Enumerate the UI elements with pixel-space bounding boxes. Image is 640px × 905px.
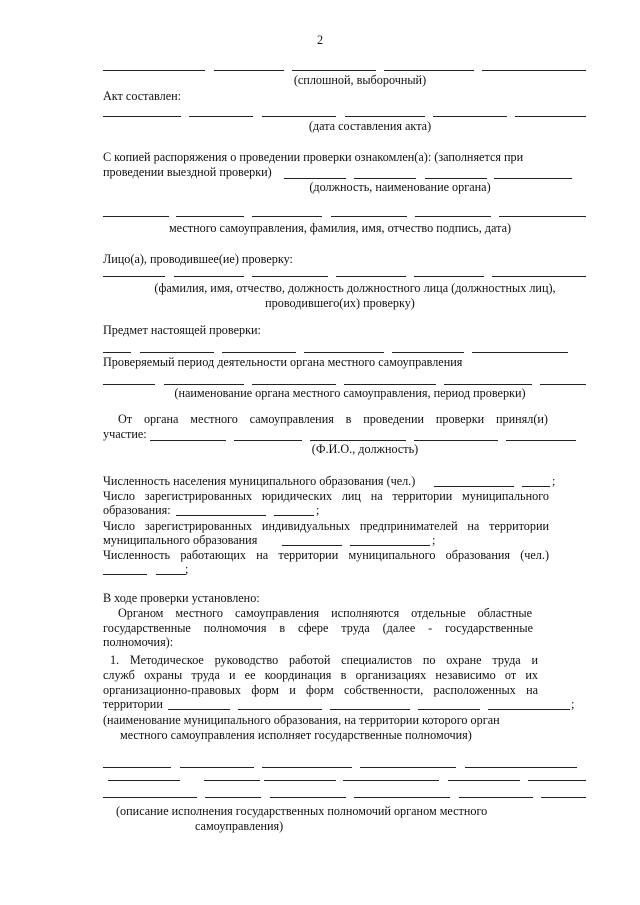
- semicolon: ;: [432, 533, 436, 547]
- workers-line-1: Численность работающих на территории муниципального образования (чел.): [103, 548, 549, 562]
- semicolon: ;: [316, 503, 320, 517]
- semicolon: ;: [552, 474, 556, 488]
- population-label: Численность населения муниципального образования (чел.): [103, 474, 416, 488]
- entrepreneurs-line-2: муниципального образования: [103, 533, 258, 547]
- description-hint-1: (описание исполнения государственных полномочий органом местного: [116, 804, 488, 818]
- blank-line: [176, 515, 266, 516]
- copy-line-1: С копией распоряжения о проведении проверки ознакомлен(а): (заполняется при: [103, 150, 524, 164]
- participant-hint: (Ф.И.О., должность): [311, 442, 419, 456]
- semicolon: ;: [185, 562, 189, 576]
- copy-hint-2: местного самоуправления, фамилия, имя, отчество подпись, дата): [168, 221, 512, 235]
- legal-entities-line-2: образования:: [103, 503, 171, 517]
- item1-hint-2: местного самоуправления исполняет государственные полномочия): [120, 728, 472, 742]
- powers-line-1: Органом местного самоуправления исполняются отдельные областные: [118, 606, 532, 620]
- semicolon: ;: [571, 697, 575, 711]
- item1-line-3: организационно-правовых форм и форм собственности, расположенных на: [103, 683, 538, 697]
- inspector-label: Лицо(а), проводившее(ие) проверку:: [103, 252, 293, 266]
- item1-line-4: территории: [103, 697, 163, 711]
- blank-line: [434, 486, 514, 487]
- act-compiled-label: Акт составлен:: [103, 89, 182, 103]
- period-hint: (наименование органа местного самоуправления, период проверки): [174, 386, 526, 400]
- participant-line-2: участие:: [103, 427, 147, 441]
- copy-hint-1: (должность, наименование органа): [309, 180, 491, 194]
- item1-line-1: 1. Методическое руководство работой специалистов по охране труда и: [110, 653, 538, 667]
- legal-entities-line-1: Число зарегистрированных юридических лиц на территории муниципального: [103, 489, 549, 503]
- blank-line: [282, 545, 342, 546]
- period-label: Проверяемый период деятельности органа местного самоуправления: [103, 355, 463, 369]
- powers-line-2: государственные полномочия в сфере труда (далее - государственные: [103, 621, 533, 635]
- findings-label: В ходе проверки установлено:: [103, 591, 260, 605]
- page-number: 2: [316, 33, 324, 47]
- copy-line-2: проведении выездной проверки): [103, 165, 272, 179]
- subject-label: Предмет настоящей проверки:: [103, 323, 261, 337]
- description-hint-2: самоуправления): [195, 819, 284, 833]
- blank-line: [522, 486, 550, 487]
- blank-line: [156, 574, 186, 575]
- blank-line: [274, 515, 314, 516]
- participant-line-1: От органа местного самоуправления в проведении проверки принял(и): [118, 412, 548, 426]
- check-type-hint: (сплошной, выборочный): [293, 73, 427, 87]
- blank-line: [350, 545, 430, 546]
- blank-line: [103, 574, 147, 575]
- inspector-hint-2: проводившего(их) проверку): [265, 296, 415, 310]
- act-date-hint: (дата составления акта): [308, 119, 432, 133]
- item1-line-2: служб охраны труда и ее координация в организациях независимо от их: [103, 668, 538, 682]
- inspector-hint-1: (фамилия, имя, отчество, должность должностного лица (должностных лиц),: [154, 281, 556, 295]
- item1-hint-1: (наименование муниципального образования, на территории которого орган: [103, 713, 500, 727]
- powers-line-3: полномочия):: [103, 635, 174, 649]
- entrepreneurs-line-1: Число зарегистрированных индивидуальных предпринимателей на территории: [103, 519, 549, 533]
